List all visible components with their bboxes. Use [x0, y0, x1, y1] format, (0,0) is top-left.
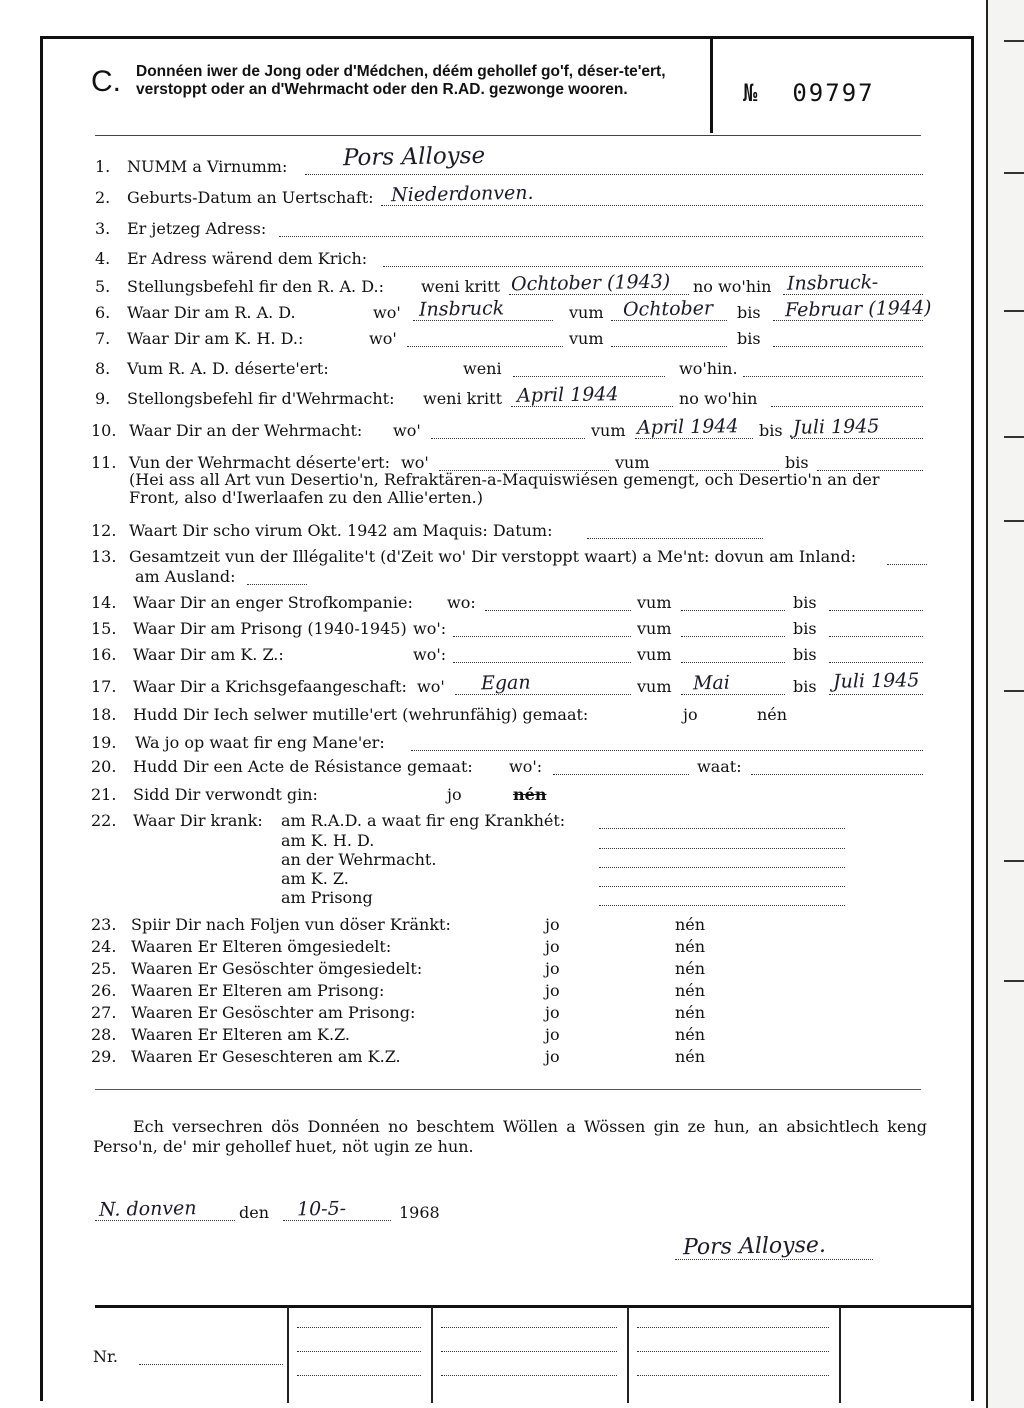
footer-divider — [839, 1307, 841, 1403]
answer-line[interactable] — [681, 610, 785, 611]
adjacent-page-edge — [986, 0, 1024, 1408]
option-jo[interactable]: jo — [545, 937, 560, 956]
option-nen[interactable]: nén — [675, 937, 706, 956]
footer-divider — [431, 1307, 433, 1403]
option-jo[interactable]: jo — [683, 705, 698, 724]
option-jo[interactable]: jo — [545, 1003, 560, 1022]
option-jo[interactable]: jo — [545, 915, 560, 934]
answer-line[interactable] — [829, 662, 923, 663]
answer-line[interactable] — [411, 750, 923, 751]
footer-field[interactable] — [637, 1327, 829, 1328]
option-nen[interactable]: nén — [675, 1025, 706, 1044]
place-value: N. donven — [98, 1197, 197, 1221]
option-nen[interactable]: nén — [675, 959, 706, 978]
option-jo[interactable]: jo — [545, 1047, 560, 1066]
answer-line[interactable] — [681, 662, 785, 663]
answer-line[interactable] — [485, 610, 631, 611]
option-nen[interactable]: nén — [675, 1003, 706, 1022]
header-rule — [95, 135, 921, 136]
form-number: № 09797 — [743, 79, 875, 107]
footer-field[interactable] — [441, 1351, 617, 1352]
answer-line[interactable] — [771, 406, 923, 407]
answer-line[interactable] — [381, 205, 923, 206]
answer-line[interactable] — [743, 376, 923, 377]
form-page: C. Donnéen iwer de Jong oder d'Médchen, déém gehollef go'f, déser-te'ert, verstoppt oder an d'Wehrmacht oder den R.AD. gezwonge wooren. № 09797 1. NUMM a Virnumm: Pors Alloyse 2. Geburts-Datum an Uertschaft: Niederdonven. 3. Er jetzeg Adress: 4. Er Adress wärend dem Krich: 5. Stellungsbefehl fir den R. A. D.: weni kritt Ochtober (1943) no wo'hin Insbruck- 6. Waar Dir am R. A. D. wo' Insbruck vum Ochtober bis Februar (1944) 7. Waar Dir am K. H. D.: wo' vum bis 8. Vum R. A. D. déserte'ert: weni wo'hin. 9. Stellongsbefehl fir d'Wehrmacht: weni kritt April 1944 no wo'hin 10. Waar Dir an der Wehrmacht: wo' vum April 1944 bis Juli 1945 11. Vun der Wehrmacht déserte'ert: wo' vum bis (Hei ass all Art vun Desertio'n, Refraktären-a-Maquiswiésen gemengt, och Desertio'n an der Front, also d'Iwerlaafen zu den Allie'erten.) 12. Waart Dir scho virum Okt. 1942 am Maquis: Datum: 13. Gesamtzeit vun der Illégalite't (d'Zeit wo' Dir verstoppt waart) a Me'nt: dovun am Inland: am Ausland: 14. Waar Dir an enger Strofkompanie: wo: vum bis 15. Waar Dir am Prisong (1940-1945) wo': vum bis 16. Waar Dir am K. Z.: wo': vum bis 17. Waar Dir a Krichsgefaangeschaft: wo' Egan vum Mai bis Juli 1945 18. Hudd Dir Iech selwer mutille'ert (wehrunfähig) gemaat: jo nén 19. Wa jo op waat fir eng Mane'er: 20. Hudd Dir een Acte de Résistance gemaat: wo': waat: 21. Sidd Dir verwondt gin: jo nén 22. Waar Dir krank: am R.A.D. a waat fir eng Krankhét: am K. H. D. an der Wehrmacht. am K. Z. am Prisong 23. Spiir Dir nach Foljen vun döser Kränkt: jo nén 24. Waaren Er Elteren ömgesiedelt: jo nén 25. Waaren Er Gesöschter ömgesiedelt: jo nén 26. Waaren Er Elteren am Prisong: jo nén 27. Waaren Er Gesöschter am Prisong: jo nén 28. Waaren Er Elteren am K.Z. jo nén 29. Waaren Er Geseschteren am K.Z. jo nén Ech versechren dös Donnéen no beschtem Wöllen a Wössen gin ze hun, an absichtlech keng Perso'n, de' mir gehollef huet, nöt ugin ze hun. N. donven den 10-5- 1968 Pors Alloyse. Nr. — [40, 36, 974, 1401]
answer-line[interactable] — [887, 564, 927, 565]
form-title: Donnéen iwer de Jong oder d'Médchen, déém gehollef go'f, déser-te'ert, verstoppt oder an d'Wehrmacht oder den R.AD. gezwonge wooren. — [136, 63, 666, 98]
option-nen[interactable]: nén — [675, 1047, 706, 1066]
answer-birth: Niederdonven. — [390, 181, 534, 207]
answer-line[interactable] — [587, 538, 763, 539]
option-nen[interactable]: nén — [675, 915, 706, 934]
answer-line[interactable] — [751, 774, 923, 775]
option-jo[interactable]: jo — [545, 981, 560, 1000]
answer-line[interactable] — [383, 266, 923, 267]
declaration-text: Ech versechren dös Donnéen no beschtem Wöllen a Wössen gin ze hun, an absichtlech keng Perso'n, de' mir gehollef huet, nöt ugin ze hun. — [93, 1117, 927, 1156]
footer-field[interactable] — [297, 1351, 421, 1352]
answer-line[interactable] — [599, 867, 845, 868]
footer-divider — [287, 1307, 289, 1403]
answer-line[interactable] — [305, 174, 923, 175]
answer-line[interactable] — [513, 376, 665, 377]
footer-field[interactable] — [297, 1375, 421, 1376]
signature: Pors Alloyse. — [682, 1232, 827, 1261]
header-divider — [710, 39, 713, 133]
section-divider — [95, 1089, 921, 1090]
option-nen[interactable]: nén — [675, 981, 706, 1000]
answer-line[interactable] — [599, 905, 845, 906]
answer-line[interactable] — [553, 774, 689, 775]
option-jo[interactable]: jo — [545, 959, 560, 978]
answer-line[interactable] — [773, 346, 923, 347]
footer-field[interactable] — [637, 1375, 829, 1376]
answer-line[interactable] — [611, 346, 727, 347]
answer-line[interactable] — [829, 636, 923, 637]
answer-line[interactable] — [453, 662, 631, 663]
answer-line[interactable] — [453, 636, 631, 637]
footer-field[interactable] — [297, 1327, 421, 1328]
answer-line[interactable] — [599, 828, 845, 829]
answer-line[interactable] — [599, 886, 845, 887]
nr-field[interactable] — [139, 1364, 283, 1365]
option-nen-struck[interactable]: nén — [513, 785, 547, 804]
footer-field[interactable] — [441, 1375, 617, 1376]
option-jo[interactable]: jo — [545, 1025, 560, 1044]
answer-line[interactable] — [247, 584, 307, 585]
answer-name: Pors Alloyse — [342, 142, 486, 172]
section-letter: C. — [91, 65, 121, 98]
answer-line[interactable] — [431, 438, 585, 439]
answer-line[interactable] — [681, 636, 785, 637]
footer-field[interactable] — [441, 1327, 617, 1328]
footer-divider — [627, 1307, 629, 1403]
date-value: 10-5- — [296, 1197, 347, 1221]
option-jo[interactable]: jo — [447, 785, 462, 804]
option-nen[interactable]: nén — [757, 705, 788, 724]
answer-line[interactable] — [279, 236, 923, 237]
answer-line[interactable] — [599, 848, 845, 849]
answer-line[interactable] — [829, 610, 923, 611]
year: 1968 — [399, 1203, 440, 1222]
footer-field[interactable] — [637, 1351, 829, 1352]
question-11-note: (Hei ass all Art vun Desertio'n, Refraktären-a-Maquiswiésen gemengt, och Desertio'n an der Front, also d'Iwerlaafen zu den Allie'erten.) — [129, 470, 880, 507]
answer-line[interactable] — [407, 346, 563, 347]
answer-line[interactable] — [829, 694, 923, 695]
